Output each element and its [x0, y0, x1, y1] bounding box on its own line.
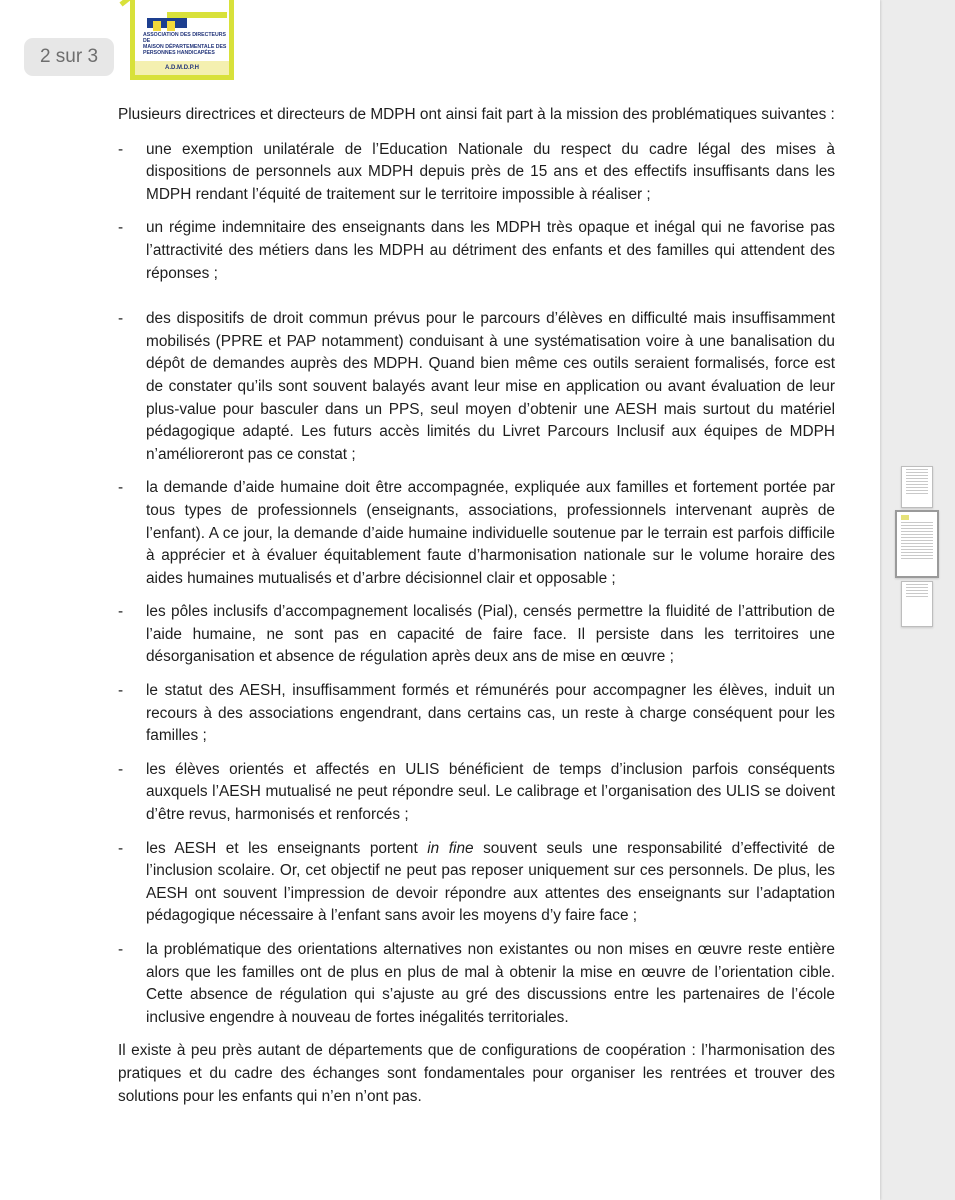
page-indicator: 2 sur 3 — [24, 38, 114, 76]
list-item — [118, 217, 835, 285]
document-body — [118, 104, 835, 1108]
bullet-dash: - — [118, 140, 124, 158]
list-item — [118, 477, 835, 590]
bullet-dash: - — [118, 310, 124, 328]
thumbnail-page-1[interactable] — [901, 466, 933, 508]
thumbnail-page-3[interactable] — [901, 581, 933, 627]
logo-roof-shape — [119, 0, 149, 6]
list-item-text: les pôles inclusifs d’accompagnement localisés (Pial), censés permettre la fluidité de l’attribution de l’aide humaine, ne sont pas en capacité de faire face. Il persiste dans les territoires une désorganisation et absence de régulation après deux ans de mise en œuvre ; — [146, 603, 835, 666]
bullet-dash: - — [118, 760, 124, 778]
list-item — [118, 680, 835, 748]
list-item-text: les élèves orientés et affectés en ULIS bénéficient de temps d’inclusion parfois conséquents auxquels l’AESH mutualisé ne peut répondre seul. Le calibrage et l’organisation des ULIS se doivent d’être revus, harmonisés et renforcés ; — [146, 760, 835, 824]
logo-text — [143, 32, 229, 56]
list-item — [118, 759, 835, 827]
list-item-text — [146, 840, 835, 925]
logo-flag-icon — [147, 18, 187, 28]
thumbnail-logo — [901, 515, 909, 520]
logo-line-3: PERSONNES HANDICAPÉES — [143, 50, 215, 56]
logo-line-1: ASSOCIATION DES DIRECTEURS DE — [143, 32, 226, 44]
intro-paragraph: Plusieurs directrices et directeurs de MDPH ont ainsi fait part à la mission des problématiques suivantes : — [118, 106, 835, 123]
list-item — [118, 139, 835, 207]
admdph-logo — [130, 0, 234, 80]
list-item-text: la problématique des orientations alternatives non existantes ou non mises en œuvre reste entière alors que les familles ont de plus en plus de mal à obtenir la mise en œuvre de l’orientation cible. Cette absence de régulation qui s’ajuste au gré des discussions entre les partenaires de l’école inclusive engendre à nouveau de fortes inégalités territoriales. — [146, 941, 835, 1026]
list-item — [118, 601, 835, 669]
list-item-text: la demande d’aide humaine doit être accompagnée, expliquée aux familles et fortement portée par tous types de professionnels (enseignants, associations, professionnels intervenant auprès de l’enfant). A ce jour, la demande d’aide humaine individuelle soutenue par le terrain est parfois difficile à apprécier et à évaluer équitablement faute d’harmonisation nationale sur le volume horaire des aides humaines mutualisés et d’arbre décisionnel clair et opposable ; — [146, 479, 835, 587]
bullet-dash: - — [118, 479, 124, 497]
list-item — [118, 939, 835, 1029]
list-item-text: des dispositifs de droit commun prévus pour le parcours d’élèves en difficulté mais insuffisamment mobilisés (PPRE et PAP notamment) conduisant à une systématisation voire à une banalisation du dépôt de demandes auprès des MDPH. Quand bien même ces outils seraient formalisés, force est de constater qu’ils sont souvent balayés avant leur mise en application ou avant évaluation de leur plus-value pour basculer dans un PPS, seul moyen d’obtenir une AESH mais surtout du matériel pédagogique adapté. Les futurs accès limités du Livret Parcours Inclusif aux équipes de MDPH n’amélioreront pas ce constat ; — [146, 310, 835, 463]
list-item — [118, 308, 835, 466]
list-item-text: une exemption unilatérale de l’Education Nationale du respect du cadre légal des mises à dispositions de personnels aux MDPH depuis près de 15 ans et des effectifs insuffisants dans les MDPH rendant l’équité de traitement sur le territoire impossible à réaliser ; — [146, 140, 835, 203]
problem-list — [118, 139, 835, 1030]
bullet-dash: - — [118, 219, 124, 237]
bullet-dash: - — [118, 682, 124, 700]
closing-paragraph: Il existe à peu près autant de départements que de configurations de coopération : l’harmonisation des pratiques et du cadre des échanges sont fondamentales pour organiser les rentrées et trouver des solutions pour les enfants qui n’en n’ont pas. — [118, 1042, 835, 1105]
text-segment: souvent seuls une responsabilité d’effectivité de l’inclusion scolaire. Or, cet objectif ne peut pas reposer uniquement sur ces personnels. De plus, les AESH ont souvent l’impression de devoir répondre aux attentes des enseignants sur l’adaptation pédagogique nécessaire à l’enfant sans avoir les moyens d’y faire face ; — [146, 839, 835, 925]
bullet-dash: - — [118, 839, 124, 857]
text-segment: les AESH et les enseignants portent — [146, 839, 428, 857]
list-item-text: un régime indemnitaire des enseignants dans les MDPH très opaque et inégal qui ne favorise pas l’attractivité des métiers dans les MDPH au détriment des enfants et des familles qui attendent des réponses ; — [146, 219, 835, 282]
thumbnail-page-2[interactable] — [895, 510, 939, 578]
list-item-text: le statut des AESH, insuffisamment formés et rémunérés pour accompagner les élèves, induit un recours à des associations engendrant, dans certains cas, un reste à charge conséquent pour les familles ; — [146, 682, 835, 745]
logo-line-2: MAISON DÉPARTEMENTALE DES — [143, 44, 227, 50]
bullet-dash: - — [118, 941, 124, 958]
bullet-dash: - — [118, 603, 124, 621]
list-item — [118, 838, 835, 928]
italic-text: in fine — [427, 839, 474, 857]
logo-acronym: A.D.M.D.P.H — [135, 61, 229, 75]
